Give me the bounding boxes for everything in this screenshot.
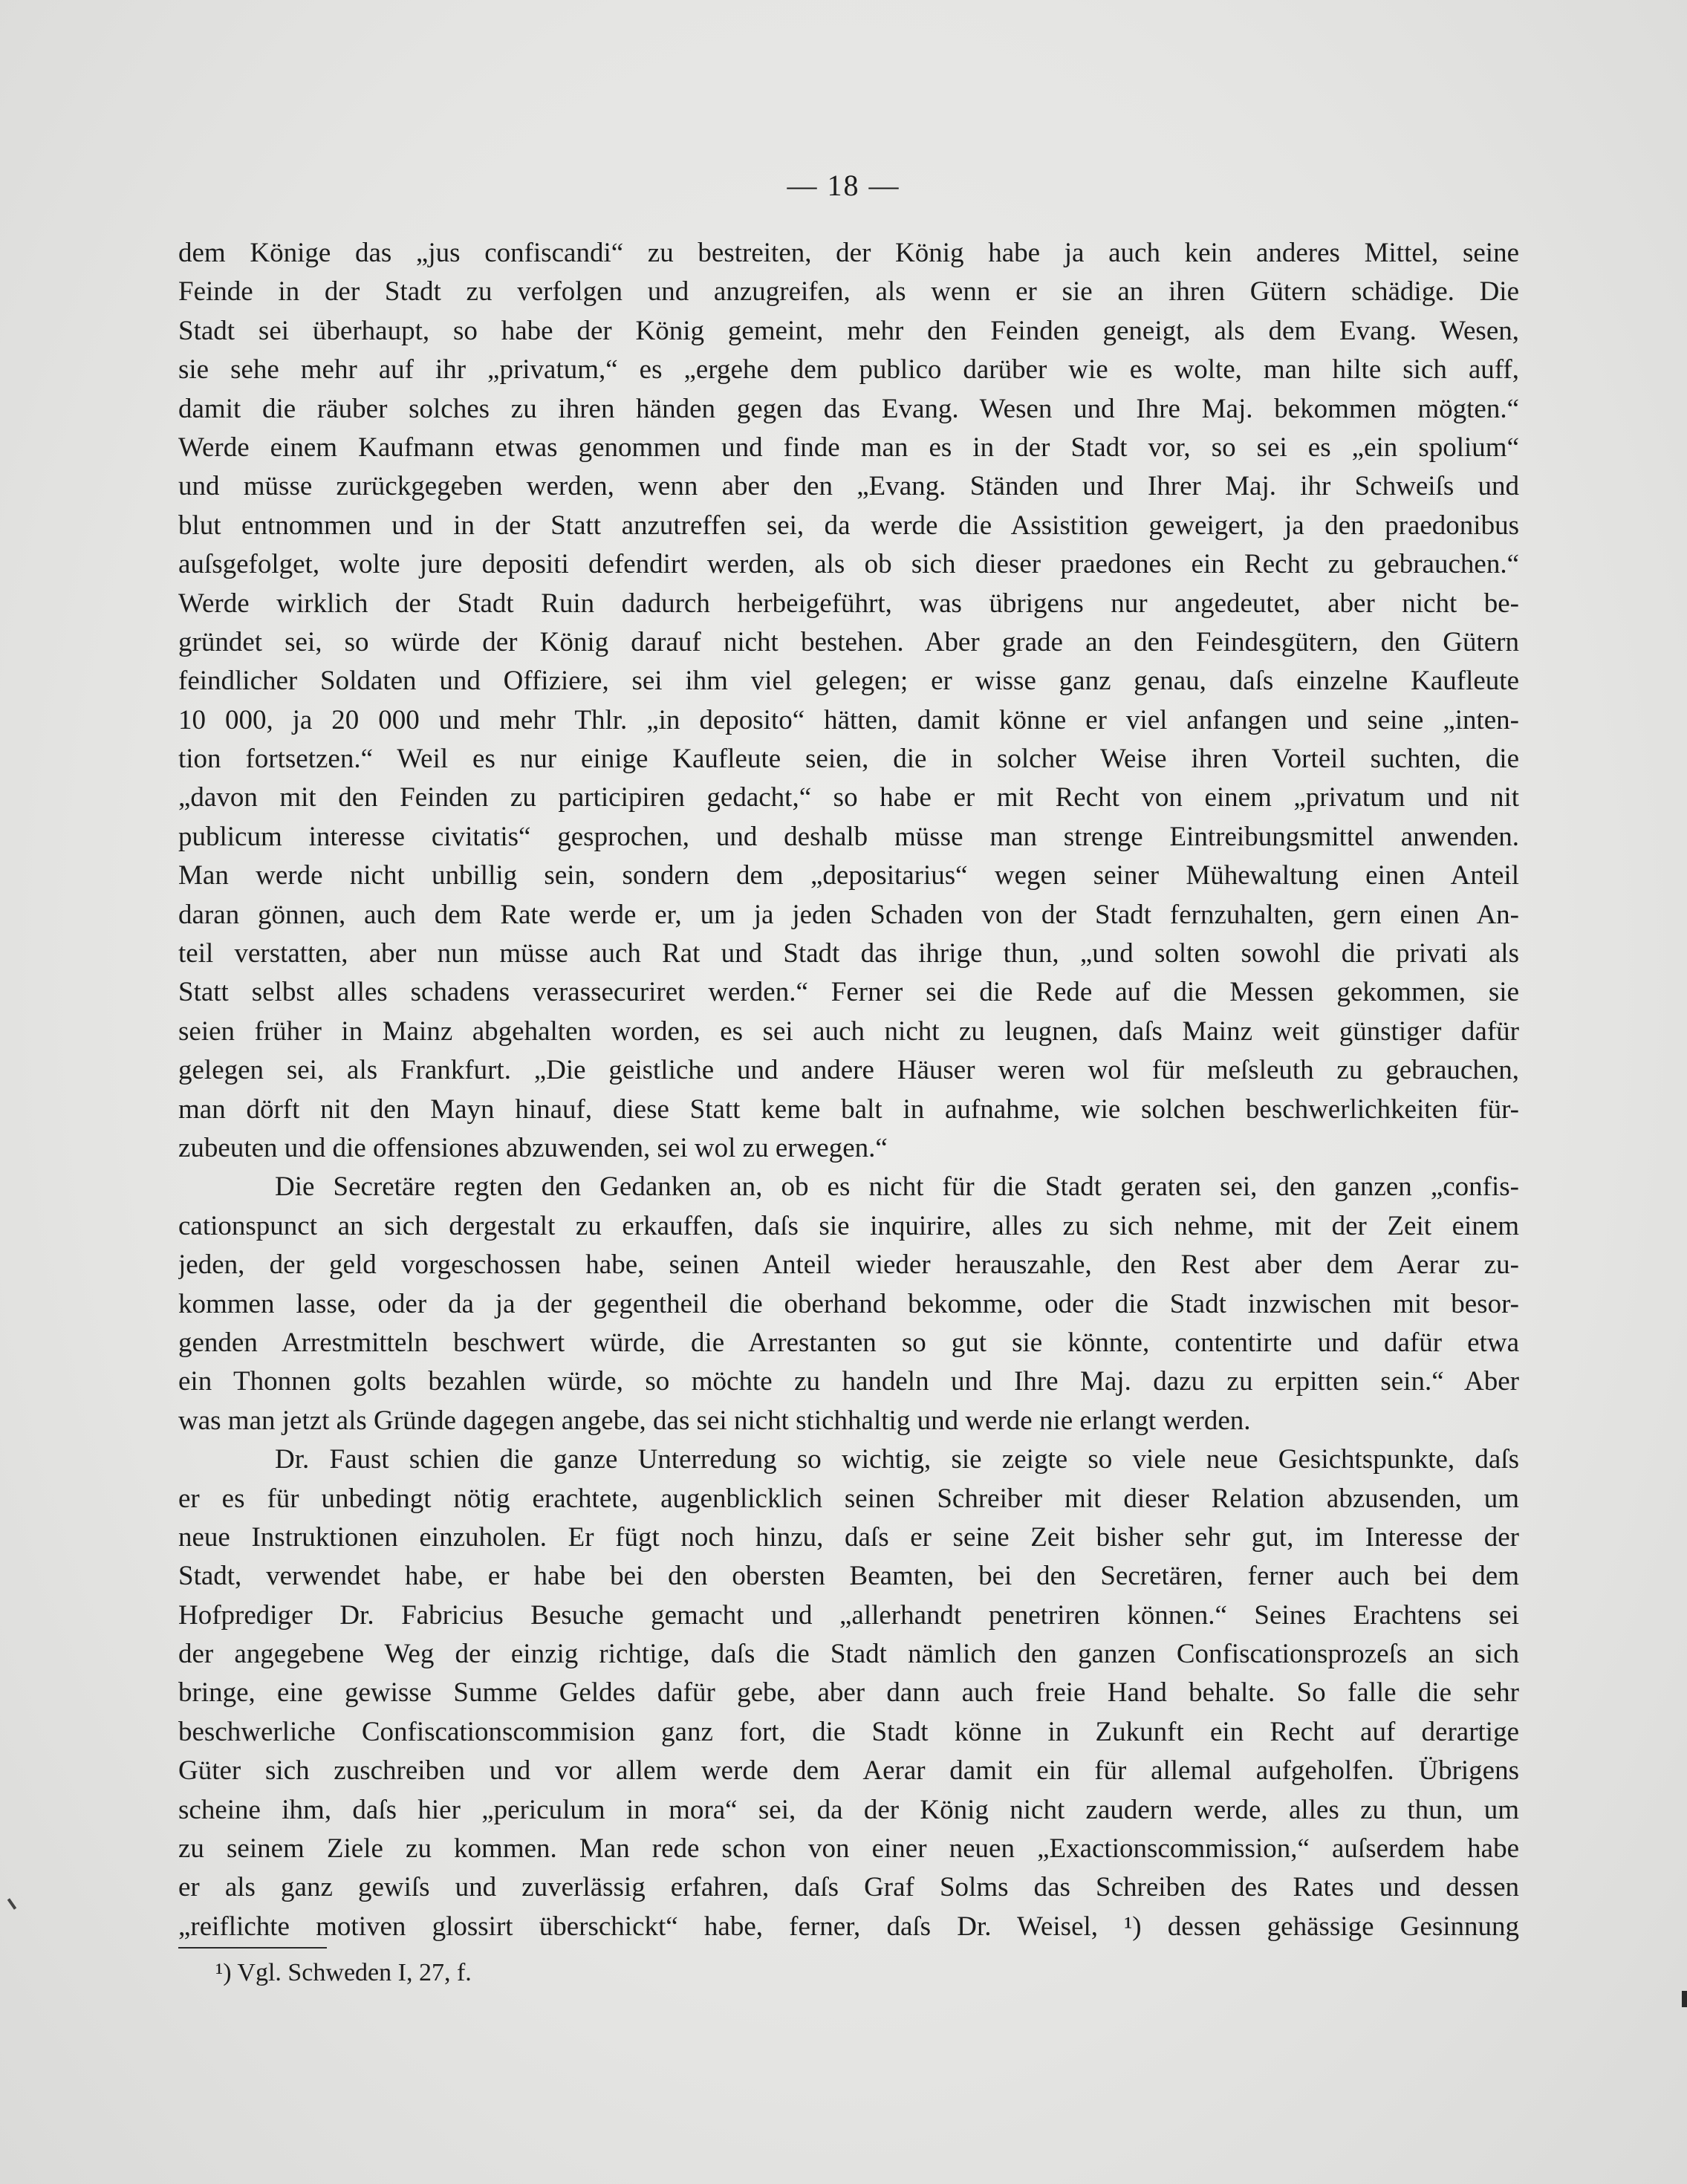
- text-line: Werde wirklich der Stadt Ruin dadurch herbeigeführt, was übrigens nur angedeutet, aber nicht be-: [178, 588, 1519, 619]
- text-line: seien früher in Mainz abgehalten worden, es sei auch nicht zu leugnen, daſs Mainz weit günstiger dafür: [178, 1015, 1519, 1047]
- text-line: bringe, eine gewisse Summe Geldes dafür gebe, aber dann auch freie Hand behalte. So falle die sehr: [178, 1677, 1519, 1709]
- text-line: Dr. Faust schien die ganze Unterredung so wichtig, sie zeigte so viele neue Gesichtspunkte, daſs: [275, 1444, 1519, 1475]
- scan-edge-mark: [7, 1898, 16, 1909]
- text-line: ein Thonnen golts bezahlen würde, so möchte zu handeln und Ihre Maj. dazu zu erpitten sein.“ Aber: [178, 1366, 1519, 1397]
- text-line: zubeuten und die offensiones abzuwenden, sei wol zu erwegen.“: [178, 1132, 888, 1163]
- text-line: Stadt sei überhaupt, so habe der König gemeint, mehr den Feinden geneigt, als dem Evang. Wesen,: [178, 315, 1519, 346]
- text-line: auſsgefolget, wolte jure depositi defendirt werden, als ob sich dieser praedones ein Recht zu gebrauchen.“: [178, 549, 1519, 580]
- footnote-divider: [178, 1947, 327, 1949]
- text-line: dem Könige das „jus confiscandi“ zu bestreiten, der König habe ja auch kein anderes Mittel, seine: [178, 238, 1519, 268]
- text-line: Werde einem Kaufmann etwas genommen und finde man es in der Stadt vor, so sei es „ein spolium“: [178, 432, 1519, 463]
- footnote: ¹) Vgl. Schweden I, 27, f.: [215, 1959, 472, 1986]
- text-line: tion fortsetzen.“ Weil es nur einige Kaufleute seien, die in solcher Weise ihren Vorteil suchten, die: [178, 744, 1519, 775]
- text-line: zu seinem Ziele zu kommen. Man rede schon von einer neuen „Exactionscommission,“ auſserdem habe: [178, 1833, 1519, 1865]
- text-line: Statt selbst alles schadens verassecuriret werden.“ Ferner sei die Rede auf die Messen gekommen, sie: [178, 977, 1519, 1008]
- text-line: publicum interesse civitatis“ gesprochen, und deshalb müsse man strenge Eintreibungsmittel anwenden.: [178, 821, 1519, 852]
- text-line: jeden, der geld vorgeschossen habe, seinen Anteil wieder herauszahle, den Rest aber dem Aerar zu-: [178, 1249, 1519, 1281]
- text-line: beschwerliche Confiscationscommision ganz fort, die Stadt könne in Zukunft ein Recht auf derartige: [178, 1716, 1519, 1747]
- text-line: sie sehe mehr auf ihr „privatum,“ es „ergehe dem publico darüber wie es wolte, man hilte sich auff,: [178, 354, 1519, 386]
- text-line: Stadt, verwendet habe, er habe bei den obersten Beamten, bei den Secretären, ferner auch bei dem: [178, 1561, 1519, 1592]
- text-line: was man jetzt als Gründe dagegen angebe, das sei nicht stichhaltig und werde nie erlangt werden.: [178, 1405, 1251, 1436]
- page-number: — 18 —: [787, 169, 900, 202]
- text-line: blut entnommen und in der Statt anzutreffen sei, da werde die Assistition geweigert, ja den praedonibus: [178, 510, 1519, 541]
- text-line: Die Secretäre regten den Gedanken an, ob es nicht für die Stadt geraten sei, den ganzen „confis-: [275, 1171, 1519, 1203]
- text-line: gründet sei, so würde der König darauf nicht bestehen. Aber grade an den Feindesgütern, den Gütern: [178, 626, 1519, 657]
- text-line: teil verstatten, aber nun müsse auch Rat und Stadt das ihrige thun, „und solten sowohl die privati als: [178, 938, 1519, 969]
- text-line: Güter sich zuschreiben und vor allem werde dem Aerar damit ein für allemal aufgeholfen. Übrigens: [178, 1755, 1519, 1787]
- text-line: scheine ihm, daſs hier „periculum in mora“ sei, da der König nicht zaudern werde, alles zu thun, um: [178, 1794, 1519, 1825]
- text-line: „reiflichte motiven glossirt überschickt“ habe, ferner, daſs Dr. Weisel, ¹) dessen gehässige Gesinnung: [178, 1911, 1519, 1942]
- text-line: feindlicher Soldaten und Offiziere, sei ihm viel gelegen; er wisse ganz genau, daſs einzelne Kaufleute: [178, 666, 1519, 697]
- text-line: Hofprediger Dr. Fabricius Besuche gemacht und „allerhandt penetriren können.“ Seines Erachtens sei: [178, 1599, 1519, 1631]
- text-line: cationspunct an sich dergestalt zu erkauffen, daſs sie inquirire, alles zu sich nehme, mit der Zeit einem: [178, 1210, 1519, 1241]
- text-line: er es für unbedingt nötig erachtete, augenblicklich seinen Schreiber mit dieser Relation abzusenden, um: [178, 1483, 1519, 1514]
- text-line: neue Instruktionen einzuholen. Er fügt noch hinzu, daſs er seine Zeit bisher sehr gut, im Interesse der: [178, 1521, 1519, 1553]
- text-line: er als ganz gewiſs und zuverlässig erfahren, daſs Graf Solms das Schreiben des Rates und dessen: [178, 1872, 1519, 1903]
- text-line: und müsse zurückgegeben werden, wenn aber den „Evang. Ständen und Ihrer Maj. ihr Schweiſs und: [178, 471, 1519, 502]
- text-line: Man werde nicht unbillig sein, sondern dem „depositarius“ wegen seiner Mühewaltung einen Anteil: [178, 860, 1519, 891]
- text-line: kommen lasse, oder da ja der gegentheil die oberhand bekomme, oder die Stadt inzwischen mit besor-: [178, 1288, 1519, 1319]
- text-line: Feinde in der Stadt zu verfolgen und anzugreifen, als wenn er sie an ihren Gütern schädige. Die: [178, 276, 1519, 308]
- text-line: genden Arrestmitteln beschwert würde, die Arrestanten so gut sie könnte, contentirte und dafür etwa: [178, 1327, 1519, 1358]
- text-line: man dörft nit den Mayn hinauf, diese Statt keme balt in aufnahme, wie solchen beschwerlichkeiten für-: [178, 1093, 1519, 1125]
- text-line: 10 000, ja 20 000 und mehr Thlr. „in deposito“ hätten, damit könne er viel anfangen und seine „inten-: [178, 704, 1519, 735]
- text-line: der angegebene Weg der einzig richtige, daſs die Stadt nämlich den ganzen Confiscationsprozeſs an sich: [178, 1639, 1519, 1670]
- text-line: „davon mit den Feinden zu participiren gedacht,“ so habe er mit Recht von einem „privatum und nit: [178, 782, 1519, 813]
- text-line: daran gönnen, auch dem Rate werde er, um ja jeden Schaden von der Stadt fernzuhalten, gern einen An-: [178, 899, 1519, 930]
- text-line: gelegen sei, als Frankfurt. „Die geistliche und andere Häuser weren wol für meſsleuth zu gebrauchen,: [178, 1055, 1519, 1086]
- body-text: [178, 234, 1519, 1946]
- text-line: damit die räuber solches zu ihren händen gegen das Evang. Wesen und Ihre Maj. bekommen mögten.“: [178, 393, 1519, 424]
- scan-edge-mark: [1682, 1991, 1687, 2007]
